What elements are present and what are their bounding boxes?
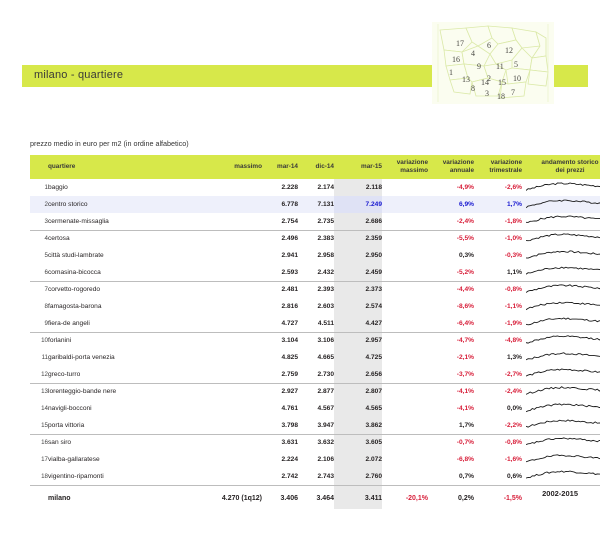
row-mar14: 4.761	[281, 405, 298, 412]
row-mar15: 2.807	[334, 383, 382, 400]
row-sparkline-cell	[522, 468, 600, 485]
row-variazione-massimo	[382, 451, 428, 468]
row-sparkline-cell	[522, 281, 600, 298]
row-variazione-trimestrale: -0,3%	[504, 252, 522, 259]
row-dic14: 4.567	[317, 405, 334, 412]
total-row	[30, 485, 600, 509]
row-variazione-annuale: -4,7%	[456, 337, 474, 345]
row-dic14: 3.632	[317, 439, 334, 447]
table-row	[30, 247, 600, 264]
row-variazione-annuale: 1,7%	[428, 417, 474, 434]
row-sparkline-cell	[522, 332, 600, 349]
table-row	[30, 468, 600, 485]
col-andamento-line2: dei prezzi	[555, 167, 585, 174]
row-rank: 5	[44, 252, 48, 259]
row-sparkline-cell	[522, 179, 600, 196]
col-variazione-massimo-line1: variazione	[396, 159, 428, 166]
row-rank: 16	[41, 439, 48, 447]
row-massimo	[200, 315, 262, 332]
row-variazione-massimo	[382, 400, 428, 417]
table-row	[30, 179, 600, 196]
map-label-13: 13	[462, 75, 470, 84]
col-variazione-massimo-line2: massimo	[400, 167, 428, 174]
row-mar15: 2.574	[334, 298, 382, 315]
row-massimo	[200, 332, 262, 349]
row-mar15: 2.373	[334, 281, 382, 298]
row-variazione-massimo	[382, 383, 428, 400]
row-massimo	[200, 468, 262, 485]
row-variazione-massimo	[382, 417, 428, 434]
row-mar15: 2.686	[334, 213, 382, 230]
row-variazione-massimo	[382, 264, 428, 281]
row-massimo	[200, 298, 262, 315]
row-mar14: 2.593	[262, 264, 298, 281]
row-rank: 1	[44, 184, 48, 191]
row-dic14: 2.174	[317, 184, 334, 191]
row-mar14: 2.742	[262, 468, 298, 485]
row-sparkline-cell	[522, 451, 600, 468]
row-sparkline-cell	[522, 383, 600, 400]
row-dic14: 2.106	[317, 456, 334, 463]
price-history-sparkline	[526, 283, 600, 297]
page-title: milano - quartiere	[34, 69, 124, 81]
table-header-row	[30, 155, 600, 179]
table-row	[30, 332, 600, 349]
row-variazione-trimestrale: -2,2%	[474, 417, 522, 434]
row-rank: 10	[41, 337, 48, 345]
row-rank: 3	[30, 213, 48, 230]
row-sparkline-cell	[522, 400, 600, 417]
row-massimo	[200, 434, 262, 451]
row-quartiere-name: lorenteggio-bande nere	[48, 388, 117, 396]
price-history-sparkline	[526, 402, 600, 416]
col-andamento-line1: andamento storico	[541, 159, 599, 166]
row-sparkline-cell	[522, 196, 600, 213]
row-rank: 6	[30, 264, 48, 281]
row-variazione-massimo	[382, 247, 428, 264]
row-variazione-annuale: -4,1%	[456, 388, 474, 396]
row-sparkline-cell	[522, 247, 600, 264]
row-variazione-annuale: -3,7%	[428, 366, 474, 383]
row-rank: 18	[30, 468, 48, 485]
row-variazione-annuale: -2,4%	[428, 213, 474, 230]
row-mar15: 2.760	[334, 468, 382, 485]
table-row	[30, 383, 600, 400]
row-quartiere-name: navigli-bocconi	[48, 405, 92, 412]
total-rank	[30, 485, 48, 509]
row-massimo	[200, 247, 262, 264]
price-history-sparkline	[526, 265, 600, 279]
row-variazione-trimestrale: -1,8%	[474, 213, 522, 230]
price-history-sparkline	[526, 469, 600, 483]
table-row	[30, 213, 600, 230]
row-dic14: 4.665	[317, 354, 334, 361]
row-massimo	[200, 400, 262, 417]
row-mar14: 2.481	[281, 286, 298, 294]
price-history-sparkline	[526, 418, 600, 432]
row-massimo	[200, 366, 262, 383]
row-mar14: 2.228	[281, 184, 298, 191]
row-massimo	[200, 349, 262, 366]
row-variazione-massimo	[382, 468, 428, 485]
row-variazione-annuale: -2,1%	[456, 354, 474, 361]
total-variazione-trimestrale: -1,5%	[474, 485, 522, 509]
col-variazione-annuale-line2: annuale	[449, 167, 474, 174]
row-massimo	[200, 230, 262, 247]
row-rank: 12	[30, 366, 48, 383]
col-variazione-massimo	[382, 155, 428, 179]
row-variazione-massimo	[382, 366, 428, 383]
row-massimo	[200, 196, 262, 213]
table-row	[30, 315, 600, 332]
row-sparkline-cell	[522, 434, 600, 451]
row-dic14: 2.432	[298, 264, 334, 281]
row-sparkline-cell	[522, 349, 600, 366]
row-mar14: 2.224	[281, 456, 298, 463]
price-history-sparkline	[526, 249, 600, 263]
row-variazione-massimo	[382, 213, 428, 230]
row-variazione-annuale: 0,3%	[458, 252, 474, 259]
row-quartiere-name: comasina-bicocca	[48, 264, 200, 281]
map-label-6: 6	[487, 41, 491, 50]
map-label-4: 4	[471, 49, 475, 58]
row-quartiere-name: certosa	[48, 235, 70, 243]
row-variazione-annuale: -5,2%	[428, 264, 474, 281]
row-mar14: 3.631	[281, 439, 298, 447]
row-quartiere-name: fiera-de angeli	[48, 315, 200, 332]
table-row	[30, 366, 600, 383]
col-variazione-trimestrale	[474, 155, 522, 179]
table-row	[30, 349, 600, 366]
row-sparkline-cell	[522, 366, 600, 383]
row-dic14: 2.603	[317, 303, 334, 310]
price-history-sparkline	[526, 453, 600, 467]
row-variazione-trimestrale: 0,0%	[506, 405, 522, 412]
row-variazione-annuale: 6,9%	[428, 196, 474, 213]
row-quartiere-name: centro storico	[48, 196, 200, 213]
price-history-sparkline	[526, 436, 600, 450]
prices-table	[30, 155, 600, 509]
row-sparkline-cell	[522, 230, 600, 247]
table-row	[30, 451, 600, 468]
total-name: milano	[48, 485, 200, 509]
row-mar14: 2.816	[281, 303, 298, 310]
row-quartiere-name: città studi-lambrate	[48, 252, 104, 259]
map-label-10: 10	[513, 74, 521, 83]
row-variazione-trimestrale: -2,4%	[504, 388, 522, 396]
row-variazione-annuale: 0,7%	[428, 468, 474, 485]
row-variazione-trimestrale: -1,9%	[474, 315, 522, 332]
row-rank: 9	[30, 315, 48, 332]
row-massimo	[200, 213, 262, 230]
row-dic14: 4.511	[298, 315, 334, 332]
row-mar15: 3.862	[334, 417, 382, 434]
row-mar14: 2.941	[281, 252, 298, 259]
row-mar14: 2.927	[281, 388, 298, 396]
row-rank: 14	[41, 405, 48, 412]
map-label-5: 5	[514, 60, 518, 69]
row-variazione-annuale: -4,9%	[456, 184, 474, 191]
map-label-17: 17	[456, 39, 464, 48]
price-history-sparkline	[526, 198, 600, 212]
row-mar15: 7.249	[334, 196, 382, 213]
row-variazione-trimestrale: 1,3%	[506, 354, 522, 361]
price-history-sparkline	[526, 351, 600, 365]
row-dic14: 2.877	[317, 388, 334, 396]
row-variazione-trimestrale: -0,8%	[504, 439, 522, 447]
row-mar14: 2.759	[262, 366, 298, 383]
row-variazione-annuale: -4,4%	[456, 286, 474, 294]
price-history-sparkline	[526, 181, 600, 195]
row-quartiere-name: forlanini	[48, 337, 72, 345]
table-row	[30, 400, 600, 417]
map-label-7: 7	[511, 88, 515, 97]
row-mar15: 2.118	[334, 179, 382, 196]
row-variazione-massimo	[382, 281, 428, 298]
price-history-sparkline	[526, 316, 600, 330]
row-variazione-massimo	[382, 230, 428, 247]
row-variazione-trimestrale: -4,8%	[504, 337, 522, 345]
map-label-8: 8	[471, 84, 475, 93]
table-row	[30, 417, 600, 434]
col-variazione-annuale-line1: variazione	[442, 159, 474, 166]
row-massimo	[200, 383, 262, 400]
table-body	[30, 179, 600, 485]
row-variazione-massimo	[382, 332, 428, 349]
row-variazione-annuale: -0,7%	[456, 439, 474, 447]
row-mar14: 2.754	[262, 213, 298, 230]
row-sparkline-cell	[522, 213, 600, 230]
prices-table-container	[30, 155, 599, 509]
map-label-18: 18	[497, 92, 505, 101]
table-row	[30, 298, 600, 315]
col-rank	[30, 155, 48, 179]
table-row	[30, 230, 600, 247]
total-variazione-annuale: 0,2%	[428, 485, 474, 509]
row-mar15: 4.427	[334, 315, 382, 332]
table-row	[30, 434, 600, 451]
row-mar15: 2.957	[334, 332, 382, 349]
table-row	[30, 281, 600, 298]
row-variazione-massimo	[382, 298, 428, 315]
total-variazione-massimo: -20,1%	[382, 485, 428, 509]
row-mar15: 2.950	[334, 247, 382, 264]
row-massimo	[200, 179, 262, 196]
table-foot	[30, 485, 600, 509]
row-quartiere-name: porta vittoria	[48, 417, 200, 434]
row-variazione-massimo	[382, 315, 428, 332]
row-dic14: 2.730	[298, 366, 334, 383]
map-label-2: 2	[487, 74, 491, 83]
col-massimo: massimo	[234, 163, 262, 170]
row-variazione-annuale: -8,6%	[456, 303, 474, 310]
row-massimo	[200, 451, 262, 468]
row-rank: 4	[44, 235, 48, 243]
row-rank: 13	[41, 388, 48, 396]
price-history-sparkline	[526, 385, 600, 399]
row-variazione-massimo	[382, 434, 428, 451]
table-caption: prezzo medio in euro per m2 (in ordine alfabetico)	[30, 139, 189, 148]
row-rank: 7	[44, 286, 48, 294]
table-row	[30, 196, 600, 213]
row-dic14: 3.947	[298, 417, 334, 434]
row-massimo	[200, 417, 262, 434]
row-rank: 15	[30, 417, 48, 434]
total-dic14: 3.464	[298, 485, 334, 509]
row-variazione-annuale: -6,8%	[456, 456, 474, 463]
map-label-11: 11	[496, 62, 504, 71]
map-label-12: 12	[505, 46, 513, 55]
map-label-14: 14	[481, 78, 489, 87]
table-row	[30, 264, 600, 281]
total-mar14: 3.406	[262, 485, 298, 509]
row-variazione-trimestrale: -0,8%	[504, 286, 522, 294]
row-mar15: 4.565	[334, 400, 382, 417]
row-dic14: 2.958	[317, 252, 334, 259]
table-head	[30, 155, 600, 179]
row-variazione-trimestrale: -1,6%	[504, 456, 522, 463]
map-label-9: 9	[477, 62, 481, 71]
row-variazione-massimo	[382, 179, 428, 196]
row-mar15: 2.072	[334, 451, 382, 468]
row-quartiere-name: cermenate-missaglia	[48, 213, 200, 230]
page-title-band	[22, 65, 412, 87]
row-mar14: 6.778	[262, 196, 298, 213]
row-rank: 2	[30, 196, 48, 213]
row-sparkline-cell	[522, 264, 600, 281]
row-rank: 11	[41, 354, 48, 361]
row-variazione-massimo	[382, 196, 428, 213]
map-label-3: 3	[485, 89, 489, 98]
row-massimo	[200, 281, 262, 298]
row-dic14: 2.735	[298, 213, 334, 230]
footer-year-range: 2002-2015	[542, 489, 578, 498]
price-history-sparkline	[526, 232, 600, 246]
col-mar15: mar-15	[361, 163, 382, 170]
row-mar14: 3.798	[262, 417, 298, 434]
row-quartiere-name: vigentino-ripamonti	[48, 468, 200, 485]
row-sparkline-cell	[522, 315, 600, 332]
row-quartiere-name: greco-turro	[48, 366, 200, 383]
col-mar14: mar-14	[277, 163, 298, 170]
map-districts-svg	[432, 22, 554, 104]
row-variazione-trimestrale: -2,6%	[504, 184, 522, 191]
row-quartiere-name: famagosta-barona	[48, 303, 102, 310]
milano-quartieri-map	[432, 22, 554, 104]
row-variazione-trimestrale: 1,1%	[474, 264, 522, 281]
col-variazione-trimestrale-line1: variazione	[490, 159, 522, 166]
col-quartiere: quartiere	[48, 163, 76, 170]
price-history-sparkline	[526, 300, 600, 314]
row-mar14: 4.727	[262, 315, 298, 332]
row-mar14: 3.104	[281, 337, 298, 345]
row-rank: 17	[41, 456, 48, 463]
row-sparkline-cell	[522, 417, 600, 434]
map-label-16: 16	[452, 55, 460, 64]
row-quartiere-name: corvetto-rogoredo	[48, 286, 101, 294]
row-mar15: 2.459	[334, 264, 382, 281]
price-history-sparkline	[526, 334, 600, 348]
row-variazione-trimestrale: -2,7%	[474, 366, 522, 383]
col-dic14: dic-14	[315, 163, 334, 170]
row-quartiere-name: san siro	[48, 439, 72, 447]
row-massimo	[200, 264, 262, 281]
row-dic14: 7.131	[298, 196, 334, 213]
row-dic14: 2.393	[317, 286, 334, 294]
row-variazione-trimestrale: 0,6%	[474, 468, 522, 485]
row-quartiere-name: garibaldi-porta venezia	[48, 354, 115, 361]
row-variazione-massimo	[382, 349, 428, 366]
row-mar14: 4.825	[281, 354, 298, 361]
col-variazione-annuale	[428, 155, 474, 179]
title-band-right-extension	[548, 65, 588, 87]
row-variazione-annuale: -5,5%	[456, 235, 474, 243]
price-history-sparkline	[526, 214, 600, 228]
row-quartiere-name: vialba-gallaratese	[48, 456, 100, 463]
row-variazione-annuale: -4,1%	[456, 405, 474, 412]
row-rank: 8	[44, 303, 48, 310]
row-dic14: 2.743	[298, 468, 334, 485]
row-variazione-annuale: -6,4%	[428, 315, 474, 332]
row-mar14: 2.496	[281, 235, 298, 243]
row-mar15: 4.725	[334, 349, 382, 366]
row-mar15: 2.656	[334, 366, 382, 383]
map-label-15: 15	[498, 78, 506, 87]
row-variazione-trimestrale: -1,1%	[504, 303, 522, 310]
total-massimo: 4.270 (1q12)	[200, 485, 262, 509]
row-variazione-trimestrale: 1,7%	[474, 196, 522, 213]
row-dic14: 2.383	[317, 235, 334, 243]
row-quartiere-name: baggio	[48, 184, 68, 191]
row-dic14: 3.106	[317, 337, 334, 345]
row-mar15: 2.359	[334, 230, 382, 247]
col-variazione-trimestrale-line2: trimestrale	[489, 167, 522, 174]
row-variazione-trimestrale: -1,0%	[504, 235, 522, 243]
row-sparkline-cell	[522, 298, 600, 315]
total-mar15: 3.411	[334, 485, 382, 509]
price-history-sparkline	[526, 367, 600, 381]
row-mar15: 3.605	[334, 434, 382, 451]
map-label-1: 1	[449, 68, 453, 77]
col-andamento-storico	[522, 155, 600, 179]
